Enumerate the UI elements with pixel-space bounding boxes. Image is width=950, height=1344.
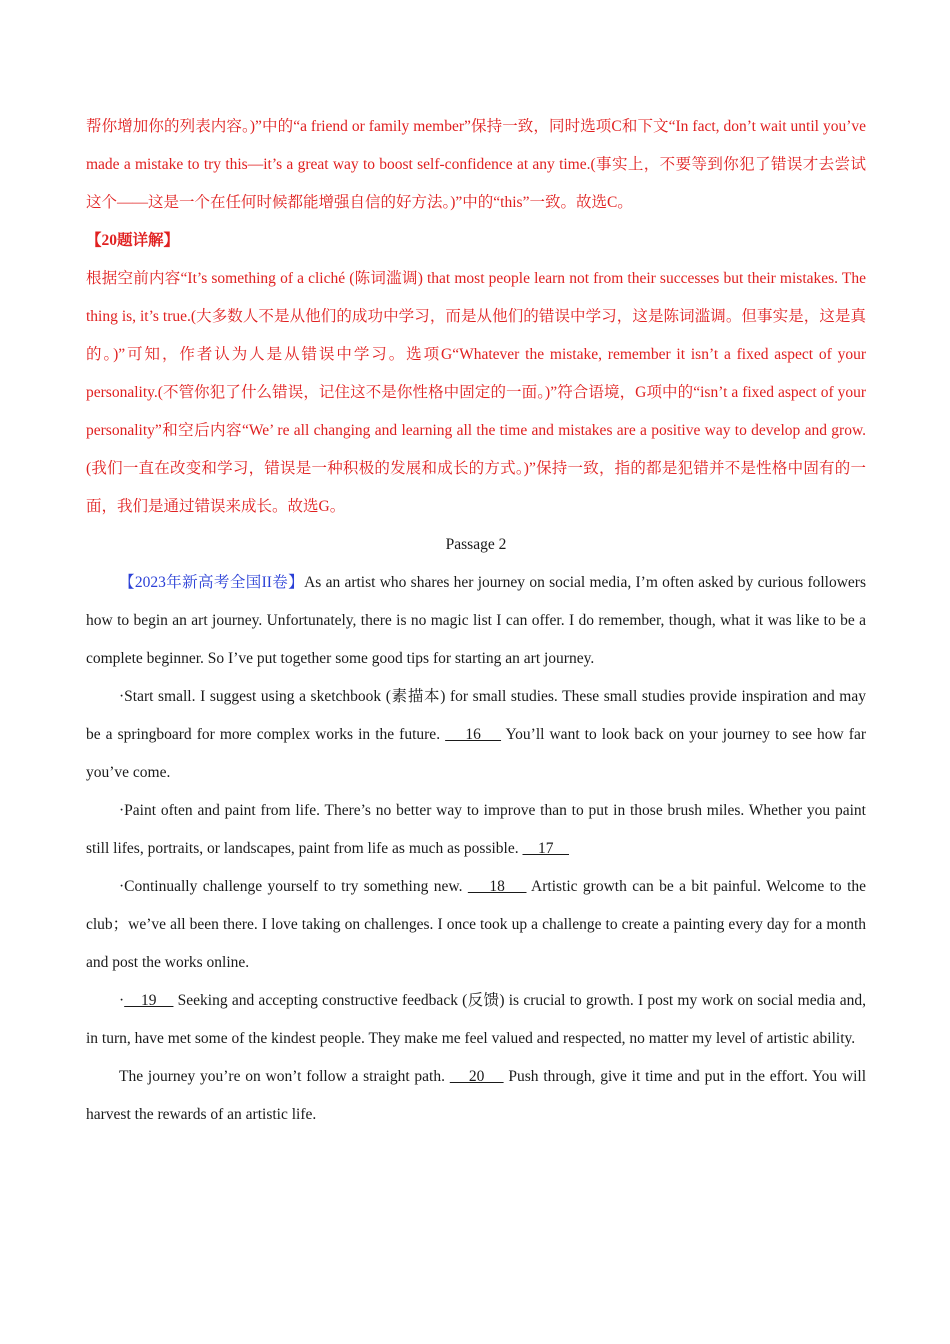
q20-heading: 【20题详解】 — [86, 232, 180, 249]
tip-text: You’ll want to look back on your journey to see how far you’ve come. — [86, 726, 867, 781]
passage-intro — [86, 564, 866, 678]
passage-conclusion — [86, 1058, 866, 1134]
blank-20: 20 — [449, 1068, 504, 1085]
q20-analysis: 根据空前内容“It’s something of a cliché (陈词滥调) that most people learn not from their successes but their mistakes. The thing is, it’s true.(大多数人不是从他们的成功中学习，而是从他们的错误中学习，这是陈词滥调。但事实是，这是真的。)”可知，作者认为人是从错误中学习。选项G“Whatever the mistake, remember it isn’t a fixed aspect of your personality.(不管你犯了什么错误，记住这不是你性格中固定的一面。)”符合语境，G项中的“isn’t a fixed aspect of your personality”和空后内容“We’ re all changing and learning all the time and mistakes are a positive way to develop and grow.(我们一直在改变和学习，错误是一种积极的发展和成长的方式。)”保持一致，指的都是犯错并不是性格中固有的一面，我们是通过错误来成长。故选G。 — [86, 270, 866, 515]
conclusion-text: The journey you’re on won’t follow a straight path. — [119, 1068, 450, 1085]
blank-17: 17 — [522, 840, 569, 857]
conclusion-text: Push through, give it time and put in the effort. You will harvest the rewards of an artistic life. — [86, 1068, 867, 1123]
tip-text: ·Paint often and paint from life. There’s no better way to improve than to put in those brush miles. Whether you paint still lifes, portraits, or landscapes, paint from life as much as possible. — [86, 802, 866, 857]
tip-text: Artistic growth can be a bit painful. Welcome to the club；we’ve all been there. I love taking on challenges. I once took up a challenge to create a painting every day for a month and post the works online. — [86, 878, 867, 971]
passage-title: Passage 2 — [445, 536, 507, 553]
blank-16: 16 — [445, 726, 502, 743]
document-body — [86, 108, 866, 1134]
intro-text: As an artist who shares her journey on social media, I’m often asked by curious followers how to begin an art journey. Unfortunately, there is no magic list I can offer. I do remember, though, what it was like to be a complete beginner. So I’ve put together some good tips for starting an art journey. — [86, 574, 866, 667]
tip-text: Seeking and accepting constructive feedback (反馈) is crucial to growth. I post my work on social media and, in turn, have met some of the kindest people. They make me feel valued and respected, no matter my level of artistic ability. — [86, 992, 866, 1047]
blank-18: 18 — [467, 878, 527, 895]
tip-text: ·Start small. I suggest using a sketchbook (素描本) for small studies. These small studies provide inspiration and may be a springboard for more complex works in the future. — [86, 688, 866, 743]
previous-question-analysis: 帮你增加你的列表内容。)”中的“a friend or family member”保持一致，同时选项C和下文“In fact, don’t wait until you’ve made a mistake to try this—it’s a great way to boost self-confidence at any time.(事实上，不要等到你犯了错误才去尝试这个——这是一个在任何时候都能增强自信的好方法。)”中的“this”一致。故选C。 — [86, 118, 866, 211]
blank-19: 19 — [124, 992, 174, 1009]
tip-text: ·Continually challenge yourself to try something new. — [119, 878, 468, 895]
tip-feedback — [86, 982, 866, 1058]
tip-start-small — [86, 678, 866, 792]
tip-paint-often — [86, 792, 866, 868]
bullet: · — [119, 992, 125, 1009]
tip-challenge — [86, 868, 866, 982]
source-tag: 【2023年新高考全国II卷】 — [119, 574, 305, 591]
